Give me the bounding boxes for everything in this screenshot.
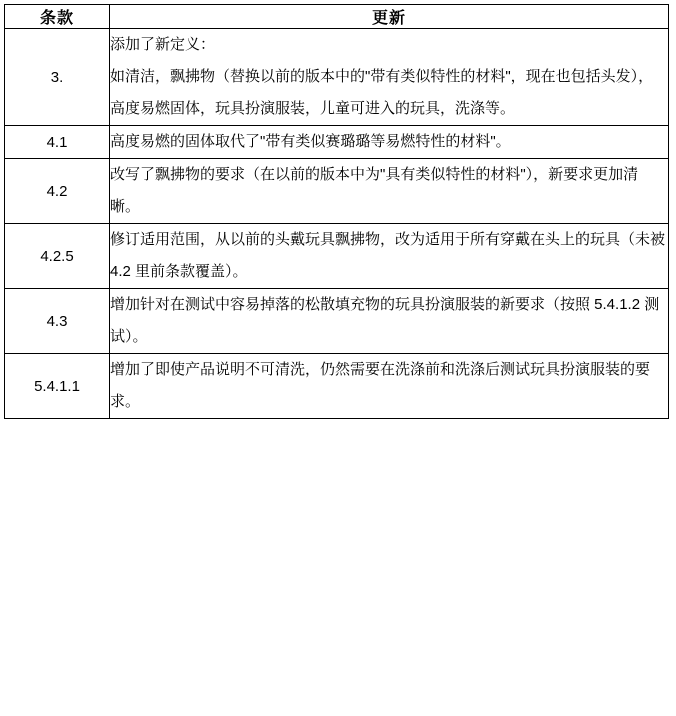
cell-clause: 4.2: [5, 159, 110, 224]
cell-clause: 4.1: [5, 126, 110, 159]
cell-update: [110, 289, 669, 354]
cell-update: [110, 354, 669, 419]
cell-clause: 5.4.1.1: [5, 354, 110, 419]
update-paragraph: 修订适用范围，从以前的头戴玩具飘拂物，改为适用于所有穿戴在头上的玩具（未被 4.2 里前条款覆盖）。: [110, 231, 666, 280]
table-row: [5, 159, 669, 224]
update-paragraph: 高度易燃的固体取代了"带有类似赛璐璐等易燃特性的材料"。: [110, 133, 511, 150]
cell-update: [110, 224, 669, 289]
cell-update: [110, 159, 669, 224]
update-paragraph: 添加了新定义：: [110, 36, 216, 53]
cell-update: [110, 126, 669, 159]
table-row: [5, 289, 669, 354]
update-paragraph: 增加了即使产品说明不可清洗，仍然需要在洗涤前和洗涤后测试玩具扮演服装的要求。: [110, 361, 651, 410]
table-row: [5, 354, 669, 419]
document-page: [0, 4, 676, 716]
changes-table: [4, 4, 669, 419]
table-header-row: [5, 5, 669, 29]
table-row: [5, 126, 669, 159]
cell-clause: 4.3: [5, 289, 110, 354]
cell-update: [110, 29, 669, 126]
update-paragraph: 如清洁，飘拂物（替换以前的版本中的"带有类似特性的材料"，现在也包括头发），高度易燃固体，玩具扮演服装，儿童可进入的玩具，洗涤等。: [110, 68, 654, 117]
cell-clause: 3.: [5, 29, 110, 126]
update-paragraph: 改写了飘拂物的要求（在以前的版本中为"具有类似特性的材料"），新要求更加清晰。: [110, 166, 639, 215]
table-row: [5, 29, 669, 126]
cell-clause: 4.2.5: [5, 224, 110, 289]
column-header-clause: 条款: [5, 5, 110, 29]
table-row: [5, 224, 669, 289]
column-header-update: 更新: [110, 5, 669, 29]
update-paragraph: 增加针对在测试中容易掉落的松散填充物的玩具扮演服装的新要求（按照 5.4.1.2 测试）。: [110, 296, 660, 345]
